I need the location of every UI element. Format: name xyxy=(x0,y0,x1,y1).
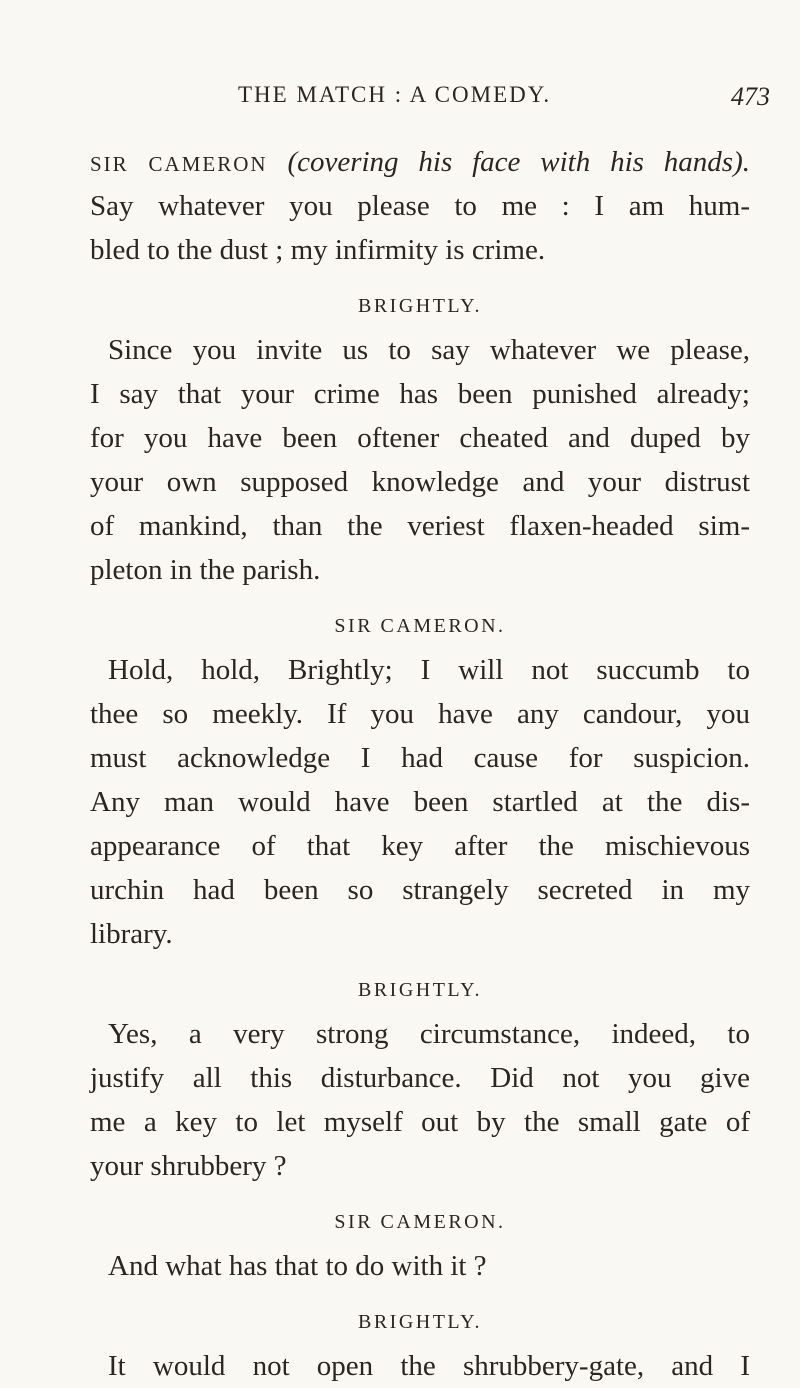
speech-line: urchin had been so strangely secreted in my xyxy=(90,874,750,906)
speech-line: Any man would have been startled at the dis- xyxy=(90,786,750,818)
speech-line: And what has that to do with it ? xyxy=(108,1250,487,1282)
speech-line: your own supposed knowledge and your distrust xyxy=(90,466,750,498)
speech-line: of mankind, than the veriest flaxen-headed sim- xyxy=(90,510,750,542)
speech-line: Since you invite us to say whatever we please, xyxy=(108,334,750,366)
speech-line: appearance of that key after the mischievous xyxy=(90,830,750,862)
stage-direction: (covering his face with his hands). xyxy=(287,146,750,178)
page-header xyxy=(150,82,770,122)
speech-line: bled to the dust ; my infirmity is crime. xyxy=(90,234,546,266)
page-number: 473 xyxy=(731,82,770,111)
speech-line: I say that your crime has been punished already; xyxy=(90,378,750,410)
speaker-heading: BRIGHTLY. xyxy=(357,1311,483,1333)
speech-line: It would not open the shrubbery-gate, and I xyxy=(108,1350,750,1382)
speech-line: me a key to let myself out by the small gate of xyxy=(90,1106,750,1138)
speech-line: Say whatever you please to me : I am hum- xyxy=(90,190,750,222)
speaker-heading: BRIGHTLY. xyxy=(357,979,483,1001)
speech-line: must acknowledge I had cause for suspicion. xyxy=(90,742,750,774)
speaker-name: SIR CAMERON xyxy=(90,152,268,176)
speaker-heading: BRIGHTLY. xyxy=(357,295,483,317)
running-title: THE MATCH : A COMEDY. xyxy=(238,82,552,107)
speaker-heading: SIR CAMERON. xyxy=(334,1211,506,1233)
speech-line xyxy=(90,140,750,184)
speech-line: library. xyxy=(90,918,173,950)
speech-line: Hold, hold, Brightly; I will not succumb to xyxy=(108,654,750,686)
speech-line: pleton in the parish. xyxy=(90,554,321,586)
speech-line: your shrubbery ? xyxy=(90,1150,287,1182)
speaker-heading: SIR CAMERON. xyxy=(334,615,506,637)
speech-line: for you have been oftener cheated and duped by xyxy=(90,422,750,454)
speech-line: justify all this disturbance. Did not you give xyxy=(90,1062,750,1094)
page-body xyxy=(90,140,750,1388)
speech-line: thee so meekly. If you have any candour, you xyxy=(90,698,750,730)
speech-line: Yes, a very strong circumstance, indeed, to xyxy=(108,1018,750,1050)
